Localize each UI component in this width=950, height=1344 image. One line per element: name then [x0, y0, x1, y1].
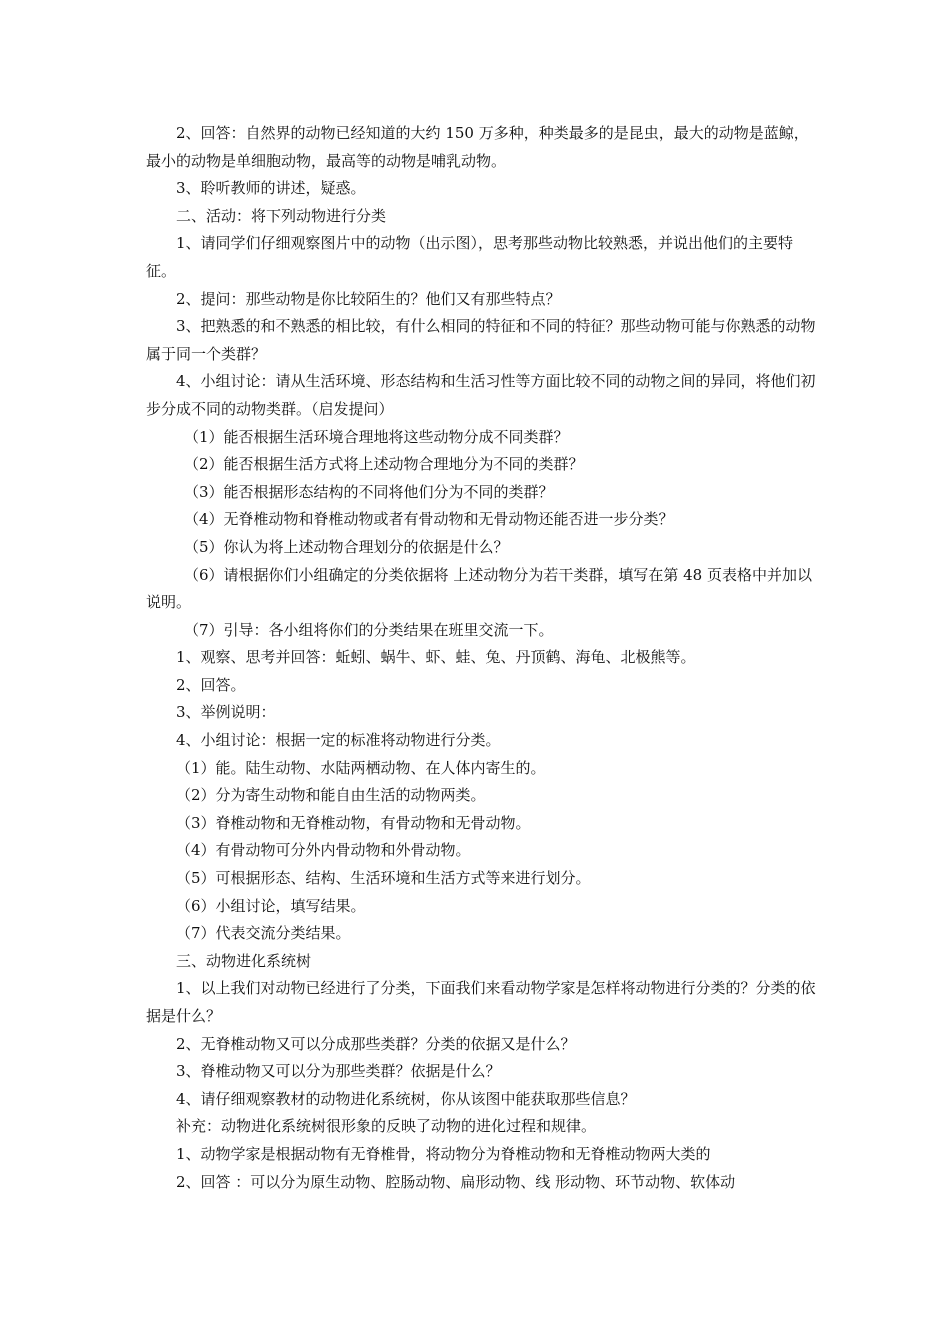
- paragraph: 3、聆听教师的讲述，疑惑。: [176, 179, 366, 198]
- answer-item: （4）有骨动物可分外内骨动物和外骨动物。: [176, 841, 471, 860]
- paragraph: 补充：动物进化系统树很形象的反映了动物的进化过程和规律。: [176, 1117, 597, 1136]
- section-heading: 二、活动：将下列动物进行分类: [176, 206, 387, 225]
- sub-item: （6）请根据你们小组确定的分类依据将 上述动物分为若干类群，填写在第 48 页表格中并加以说明。: [146, 565, 812, 612]
- paragraph: 2、回答：自然界的动物已经知道的大约 150 万多种，种类最多的是昆虫，最大的动物是蓝鲸，最小的动物是单细胞动物，最高等的动物是哺乳动物。: [146, 124, 809, 170]
- paragraph: 4、小组讨论：根据一定的标准将动物进行分类。: [176, 731, 501, 750]
- paragraph: 4、小组讨论：请从生活环境、形态结构和生活习性等方面比较不同的动物之间的异同，将他们初步分成不同的动物类群。（启发提问）: [146, 372, 816, 418]
- sub-item: （4）无脊椎动物和脊椎动物或者有骨动物和无骨动物还能否进一步分类？: [184, 510, 674, 529]
- answer-item: （1）能。陆生动物、水陆两栖动物、在人体内寄生的。: [176, 758, 546, 777]
- answer-item: （7）代表交流分类结果。: [176, 924, 351, 943]
- paragraph: 2、提问：那些动物是你比较陌生的？他们又有那些特点？: [176, 289, 561, 308]
- sub-item: （2）能否根据生活方式将上述动物合理地分为不同的类群？: [184, 455, 584, 474]
- answer-item: （6）小组讨论，填写结果。: [176, 896, 366, 915]
- paragraph: 2、无脊椎动物又可以分成那些类群？分类的依据又是什么？: [176, 1034, 576, 1053]
- answer-item: （5）可根据形态、结构、生活环境和生活方式等来进行划分。: [176, 869, 591, 888]
- document-body: [146, 120, 818, 1196]
- paragraph: 1、观察、思考并回答：蚯蚓、蜗牛、虾、蛙、兔、丹顶鹤、海龟、北极熊等。: [176, 648, 696, 667]
- paragraph: 3、把熟悉的和不熟悉的相比较，有什么相同的特征和不同的特征？那些动物可能与你熟悉的动物属于同一个类群？: [146, 317, 816, 363]
- section-heading: 三、动物进化系统树: [176, 951, 312, 970]
- paragraph: 1、以上我们对动物已经进行了分类，下面我们来看动物学家是怎样将动物进行分类的？分类的依据是什么？: [146, 979, 816, 1025]
- sub-item: （3）能否根据形态结构的不同将他们分为不同的类群？: [184, 482, 554, 501]
- answer-item: （3）脊椎动物和无脊椎动物，有骨动物和无骨动物。: [176, 813, 531, 832]
- sub-item: （1）能否根据生活环境合理地将这些动物分成不同类群？: [184, 427, 569, 446]
- paragraph: 2、回答。: [176, 675, 246, 694]
- answer-item: （2）分为寄生动物和能自由生活的动物两类。: [176, 786, 486, 805]
- paragraph: 1、请同学们仔细观察图片中的动物（出示图），思考那些动物比较熟悉，并说出他们的主要特征。: [146, 234, 794, 280]
- paragraph: 1、动物学家是根据动物有无脊椎骨，将动物分为脊椎动物和无脊椎动物两大类的: [176, 1144, 711, 1163]
- sub-item: （7）引导：各小组将你们的分类结果在班里交流一下。: [184, 620, 554, 639]
- paragraph: 3、脊椎动物又可以分为那些类群？依据是什么？: [176, 1062, 501, 1081]
- paragraph: 2、回答 ：可以分为原生动物、腔肠动物、扁形动物、线 形动物、环节动物、软体动: [176, 1172, 736, 1191]
- paragraph: 4、请仔细观察教材的动物进化系统树，你从该图中能获取那些信息？: [176, 1089, 636, 1108]
- paragraph: 3、举例说明：: [176, 703, 276, 722]
- sub-item: （5）你认为将上述动物合理划分的依据是什么？: [184, 537, 509, 556]
